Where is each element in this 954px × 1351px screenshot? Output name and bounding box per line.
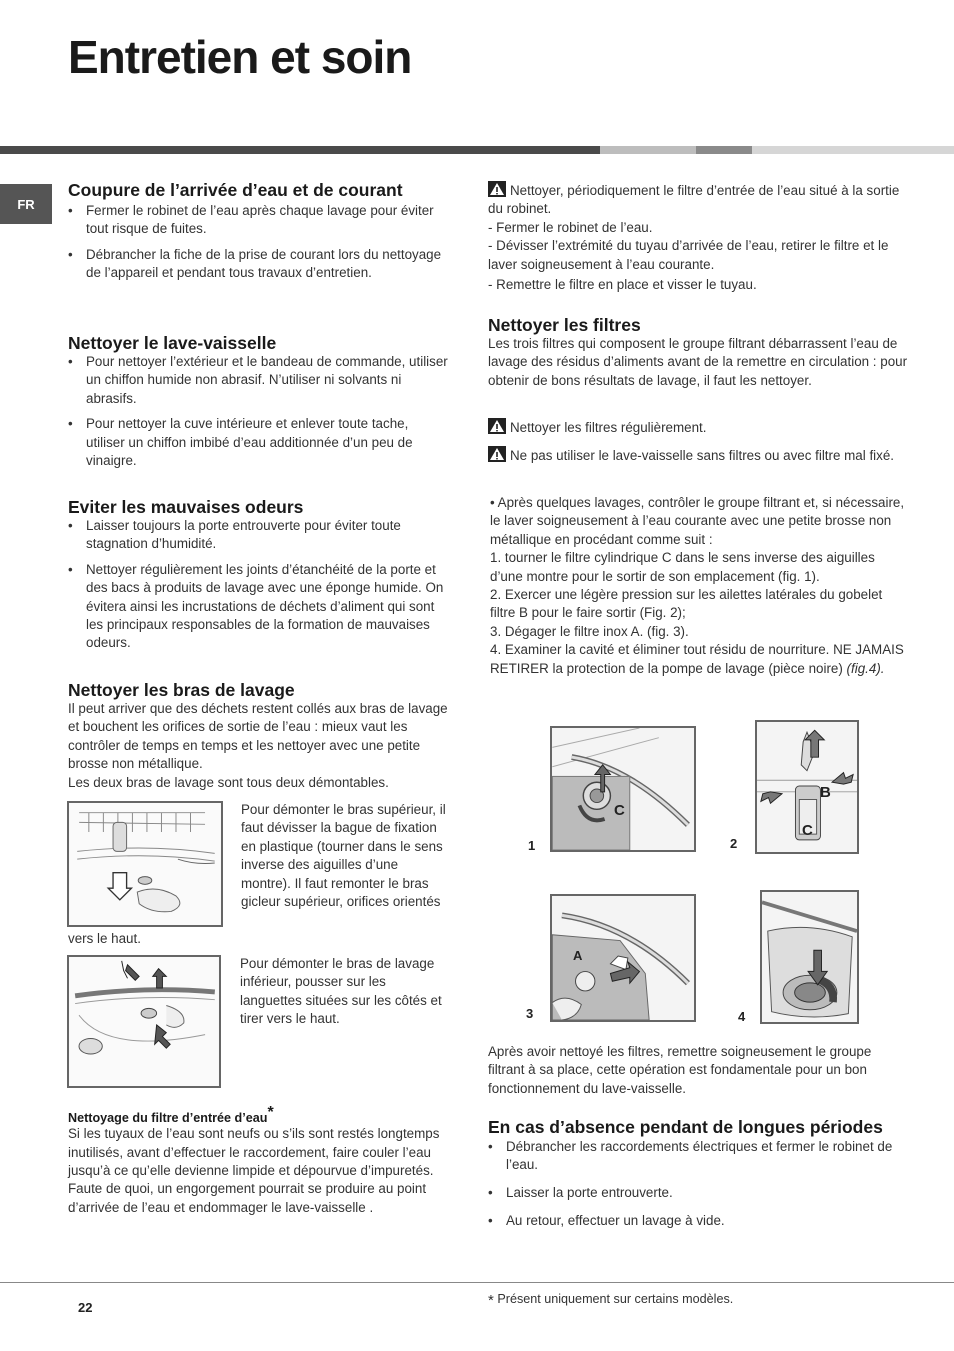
upper-arm-text (241, 801, 447, 911)
page-number: 22 (78, 1300, 93, 1315)
warning-text: Nettoyer les filtres régulièrement. (510, 420, 707, 435)
filters-after-text (488, 1043, 908, 1098)
upper-arm-text-end: vers le haut. (68, 931, 141, 946)
page-title: Entretien et soin (68, 31, 412, 83)
paragraph: Pour démonter le bras de lavage inférieur, pousser sur les languettes situées sur les côtés et tirer vers le haut. (240, 956, 442, 1027)
figure-label-c: C (614, 802, 625, 819)
section-odours (68, 497, 448, 660)
list-item: • Pour nettoyer la cuve intérieure et enlever toute tache, utiliser un chiffon imbibé d’eau additionnée d’un peu de vinaigre. (68, 415, 448, 470)
figure-reference: (fig.4). (846, 660, 885, 676)
paragraph: Après avoir nettoyé les filtres, remettre soigneusement le groupe filtrant à sa place, cette opération est fondamentale pour un bon fonctionnement du lave-vaisselle. (488, 1044, 872, 1096)
header-bar-gray (696, 146, 752, 154)
footnote-star: * (488, 1292, 494, 1309)
header-bar-dark (0, 146, 600, 154)
subsection-heading (68, 1104, 448, 1125)
figure-label-b: B (820, 784, 831, 801)
figure-number-4: 4 (738, 1009, 746, 1024)
paragraph: Les trois filtres qui composent le groupe filtrant débarrassent l’eau de lavage des résidus d’aliments avant de la remettre en circulation : pour obtenir de bons résultats de lavage, il faut les nettoyer. (488, 336, 908, 388)
step: - Fermer le robinet de l’eau. (488, 219, 653, 235)
subsection-heading-text: Nettoyage du filtre d’entrée d’eau (68, 1111, 268, 1126)
step: - Dévisser l’extrémité du tuyau d’arrivée de l’eau, retirer le filtre et le laver soigneusement à l’eau courante. (488, 238, 889, 272)
section-inlet-filter (68, 1104, 448, 1217)
warning-icon (488, 181, 506, 197)
lower-arm-text (240, 955, 446, 1029)
footnote (488, 1292, 733, 1309)
procedure-step-text: 4. Examiner la cavité et éliminer tout résidu de nourriture. NE JAMAIS RETIRER la protection de la pompe de lavage (pièce noire) (490, 642, 904, 676)
section-heading: Nettoyer les bras de lavage (68, 680, 295, 700)
figure-label-a: A (573, 948, 583, 963)
figure-label-c-2: C (802, 822, 813, 839)
paragraph: Les deux bras de lavage sont tous deux démontables. (68, 774, 389, 790)
figure-number-2: 2 (730, 836, 738, 851)
footnote-star: * (267, 1104, 274, 1121)
warning-icon (488, 446, 506, 462)
section-clean-dishwasher (68, 333, 448, 477)
list-item: • Pour nettoyer l’extérieur et le bandeau de commande, utiliser un chiffon humide non abrasif. N’utiliser ni solvants ni abrasifs. (68, 353, 448, 408)
filters-procedure (490, 494, 908, 678)
list-item: • Laisser la porte entrouverte. (488, 1184, 908, 1202)
section-spray-arms (68, 680, 448, 792)
footnote-text: Présent uniquement sur certains modèles. (497, 1292, 734, 1306)
filter-figure-4 (760, 890, 859, 1024)
paragraph: Si les tuyaux de l’eau sont neufs ou s’ils sont restés longtemps inutilisés, avant d’effectuer le raccordement, faire couler l’eau jusqu’à ce qu’elle devienne limpide et dépourvue d’impuretés. Faute de quoi, un engorgement pourrait se produire au point d’arrivée de l’eau et endommager le lave-vaisselle . (68, 1126, 440, 1215)
list-item: • Nettoyer régulièrement les joints d’étanchéité de la porte et des bacs à produits de lavage avec une éponge humide. On évitera ainsi les incrustations de déchets d’aliment qui sont les principaux responsables de la formation de mauvaises odeurs. (68, 561, 448, 653)
filter-figure-1 (550, 726, 696, 852)
list-item: • Débrancher la fiche de la prise de courant lors du nettoyage de l’appareil et pendant tous travaux d’entretien. (68, 246, 448, 283)
section-power-water (68, 180, 448, 290)
section-filters (488, 315, 908, 390)
warning-text: Nettoyer, périodiquement le filtre d’entrée de l’eau situé à la sortie du robinet. (488, 183, 900, 217)
procedure-step: 2. Exercer une légère pression sur les ailettes latérales du gobelet filtre B pour le faire sortir (Fig. 2); (490, 587, 883, 621)
inlet-filter-warning (488, 181, 908, 294)
footer-divider (0, 1282, 954, 1283)
section-heading: Eviter les mauvaises odeurs (68, 497, 304, 517)
filters-warning-regular (488, 418, 908, 437)
figure-number-1: 1 (528, 838, 536, 853)
section-heading: Nettoyer le lave-vaisselle (68, 333, 277, 353)
list-item: • Laisser toujours la porte entrouverte pour éviter toute stagnation d’humidité. (68, 517, 448, 554)
language-tab: FR (0, 184, 52, 224)
warning-icon (488, 418, 506, 434)
procedure-step: 3. Dégager le filtre inox A. (fig. 3). (490, 623, 689, 639)
procedure-step (490, 641, 908, 678)
paragraph: Il peut arriver que des déchets restent collés aux bras de lavage et bouchent les orifices de sortie de l’eau : mieux vaut les contrôler de temps en temps et les nettoyer avec une petite brosse non métallique. (68, 701, 448, 772)
filters-warning-nofilter (488, 446, 908, 465)
figure-number-3: 3 (526, 1006, 534, 1021)
header-bar-mid (600, 146, 696, 154)
list-item: • Fermer le robinet de l’eau après chaque lavage pour éviter tout risque de fuites. (68, 202, 448, 239)
paragraph: Pour démonter le bras supérieur, il faut dévisser la bague de fixation en plastique (tourner dans le sens inverse des aiguilles d’une montre). Il faut remonter le bras gicleur supérieur, orifices orientés (241, 802, 446, 910)
list-item: • Au retour, effectuer un lavage à vide. (488, 1212, 908, 1230)
procedure-step: 1. tourner le filtre cylindrique C dans le sens inverse des aiguilles d’une montre pour le sortir de son emplacement (fig. 1). (490, 550, 875, 584)
step: - Remettre le filtre en place et visser le tuyau. (488, 277, 757, 293)
procedure-step: • Après quelques lavages, contrôler le groupe filtrant et, si nécessaire, le laver soigneusement à l’eau courante avec une petite brosse non métallique en procédant comme suit : (490, 495, 905, 547)
section-heading: Nettoyer les filtres (488, 315, 641, 335)
warning-text: Ne pas utiliser le lave-vaisselle sans filtres ou avec filtre mal fixé. (510, 448, 895, 463)
list-item: • Débrancher les raccordements électriques et fermer le robinet de l’eau. (488, 1138, 908, 1175)
header-bar-light (752, 146, 954, 154)
section-absence (488, 1117, 908, 1238)
upper-spray-arm-figure (67, 801, 223, 927)
lower-spray-arm-figure (67, 955, 221, 1088)
filter-figure-3 (550, 894, 696, 1022)
section-heading: Coupure de l’arrivée d’eau et de courant (68, 180, 403, 200)
section-heading: En cas d’absence pendant de longues périodes (488, 1117, 883, 1137)
